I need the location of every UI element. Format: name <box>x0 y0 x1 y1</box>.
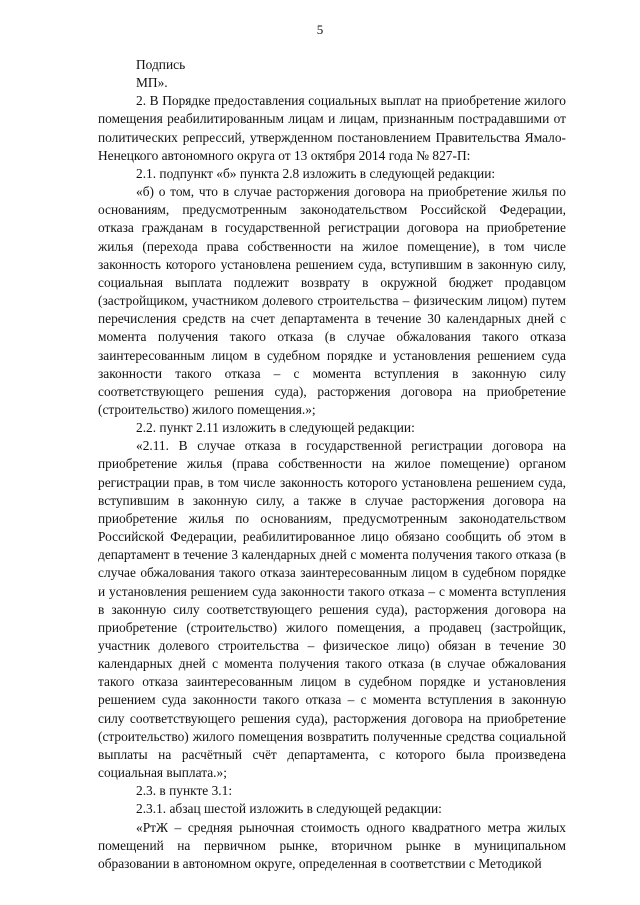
paragraph: «РтЖ – средняя рыночная стоимость одного квадратного метра жилых помещений на первичном рынке, вторичном рынке в муниципальном образовании в автономном округе, определенная в соответствии с Методикой <box>98 819 566 871</box>
paragraph: 2.1. подпункт «б» пункта 2.8 изложить в следующей редакции: <box>136 165 496 181</box>
paragraph: «б) о том, что в случае расторжения договора на приобретение жилья по основаниям, предусмотренным законодательством Российской Федерации, отказа гражданам в государственной регистрации договора на приобретение жилья (перехода права собственности на жилое помещение), в том числе законность которого установлена решением суда, вступившим в законную силу, социальная выплата подлежит возврату в окружной бюджет продавцом (застройщиком, участником долевого строительства – физическим лицом) путем перечисления средств на счет департамента в течение 30 календарных дней с момента получения такого отказа (в случае обжалования такого отказа заинтересованным лицом в судебном порядке и установления решением суда законности такого отказа – с момента вступления в законную силу соответствующего решения суда), расторжения договора на приобретение (строительство) жилого помещения.»; <box>98 184 566 417</box>
document-body <box>98 56 566 873</box>
paragraph: «2.11. В случае отказа в государственной регистрации договора на приобретение жилья (права собственности на жилое помещение) органом регистрации прав, в том числе законность которого установлена решением суда, вступившим в законную силу, а также в случае расторжения договора на приобретение жилья по основаниям, предусмотренным законодательством Российской Федерации, реабилитированное лицо обязано сообщить об этом в департамент в течение 3 календарных дней с момента получения такого отказа (в случае обжалования такого отказа заинтересованным лицом в судебном порядке и установления решением суда законности такого отказа – с момента вступления в законную силу соответствующего решения суда), расторжения договора на приобретение (строительство) жилого помещения, а продавец (застройщик, участник долевого строительства – физическое лицо) обязан в течение 30 календарных дней с момента получения такого отказа (в случае обжалования такого отказа заинтересованным лицом в судебном порядке и установления решением суда законности такого отказа – с момента вступления в законную силу соответствующего решения суда), расторжения договора на приобретение (строительство) жилого помещения возвратить полученные средства социальной выплаты на расчётный счёт департамента, с которого была произведена социальная выплата.»; <box>98 438 566 781</box>
paragraph: 2.3. в пункте 3.1: <box>136 783 233 799</box>
paragraph: 2. В Порядке предоставления социальных выплат на приобретение жилого помещения реабилитированным лицам и лицам, признанным пострадавшими от политических репрессий, утвержденном постановлением Правительства Ямало-Ненецкого автономного округа от 13 октября 2014 года № 827-П: <box>98 93 566 163</box>
paragraph: 2.2. пункт 2.11 изложить в следующей редакции: <box>136 420 415 436</box>
signature-label: Подпись <box>136 57 186 72</box>
paragraph: 2.3.1. абзац шестой изложить в следующей редакции: <box>136 801 442 817</box>
page-number: 5 <box>316 22 324 37</box>
seal-label: МП». <box>136 75 168 91</box>
